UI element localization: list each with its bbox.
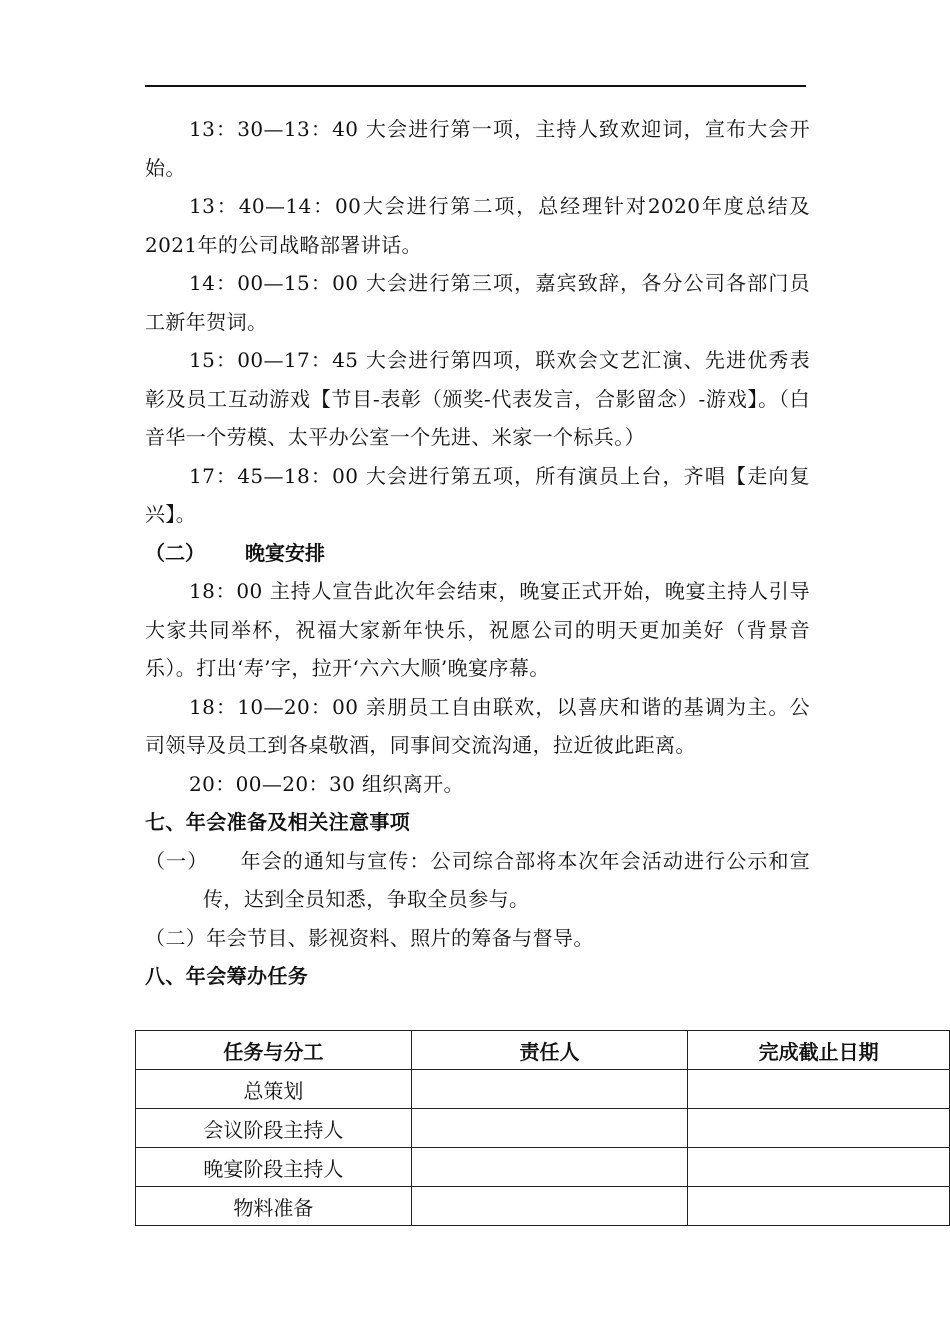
table-cell-owner (411, 1187, 688, 1226)
section7-item-1: （一） 年会的通知与宣传：公司综合部将本次年会活动进行公示和宣传，达到全员知悉，争取全员参与。 (145, 848, 810, 911)
table-cell-owner (411, 1070, 688, 1109)
section8-heading: 八、年会筹办任务 (145, 964, 309, 988)
header-rule (145, 85, 806, 87)
section7-heading: 七、年会准备及相关注意事项 (145, 810, 411, 834)
schedule-item-5: 17：45—18：00 大会进行第五项，所有演员上台，齐唱【走向复兴】。 (145, 463, 810, 526)
table-header-row (136, 1031, 950, 1070)
table-cell-task: 总策划 (136, 1070, 412, 1109)
banquet-heading-number: （二） (145, 540, 205, 565)
banquet-item-1: 18：00 主持人宣告此次年会结束，晚宴正式开始，晚宴主持人引导大家共同举杯，祝福大家新年快乐，祝愿公司的明天更加美好（背景音乐）。打出‘寿’字，拉开‘六六大顺’晚宴序幕。 (145, 579, 810, 680)
table-cell-deadline (688, 1187, 950, 1226)
section7-item-2: （二）年会节目、影视资料、照片的筹备与督导。 (145, 925, 594, 950)
schedule-item-2: 13：40—14：00大会进行第二项，总经理针对2020年度总结及2021年的公司战略部署讲话。 (145, 194, 810, 257)
banquet-heading (145, 534, 810, 573)
table-header-task: 任务与分工 (136, 1031, 412, 1070)
table-cell-task: 物料准备 (136, 1187, 412, 1226)
table-cell-deadline (688, 1109, 950, 1148)
schedule-item-1: 13：30—13：40 大会进行第一项，主持人致欢迎词，宣布大会开始。 (145, 117, 810, 180)
document-body (145, 110, 810, 996)
table-header-owner: 责任人 (411, 1031, 688, 1070)
banquet-item-3: 20：00—20：30 组织离开。 (189, 771, 464, 796)
table-row (136, 1148, 950, 1187)
task-table-wrapper (135, 1030, 950, 1226)
task-table (135, 1030, 950, 1226)
table-cell-owner (411, 1109, 688, 1148)
table-cell-owner (411, 1148, 688, 1187)
schedule-item-3: 14：00—15：00 大会进行第三项，嘉宾致辞，各分公司各部门员工新年贺词。 (145, 271, 810, 334)
schedule-item-4: 15：00—17：45 大会进行第四项，联欢会文艺汇演、先进优秀表彰及员工互动游戏【节目-表彰（颁奖-代表发言，合影留念）-游戏】。（白音华一个劳模、太平办公室一个先进、米家一个标兵。） (145, 348, 810, 449)
banquet-heading-title: 晚宴安排 (245, 540, 325, 565)
table-row (136, 1109, 950, 1148)
table-header-deadline: 完成截止日期 (688, 1031, 950, 1070)
table-cell-task: 晚宴阶段主持人 (136, 1148, 412, 1187)
table-row (136, 1187, 950, 1226)
table-cell-deadline (688, 1070, 950, 1109)
table-row (136, 1070, 950, 1109)
table-cell-task: 会议阶段主持人 (136, 1109, 412, 1148)
banquet-item-2: 18：10—20：00 亲朋员工自由联欢，以喜庆和谐的基调为主。公司领导及员工到各桌敬酒，同事间交流沟通，拉近彼此距离。 (145, 694, 810, 757)
table-cell-deadline (688, 1148, 950, 1187)
